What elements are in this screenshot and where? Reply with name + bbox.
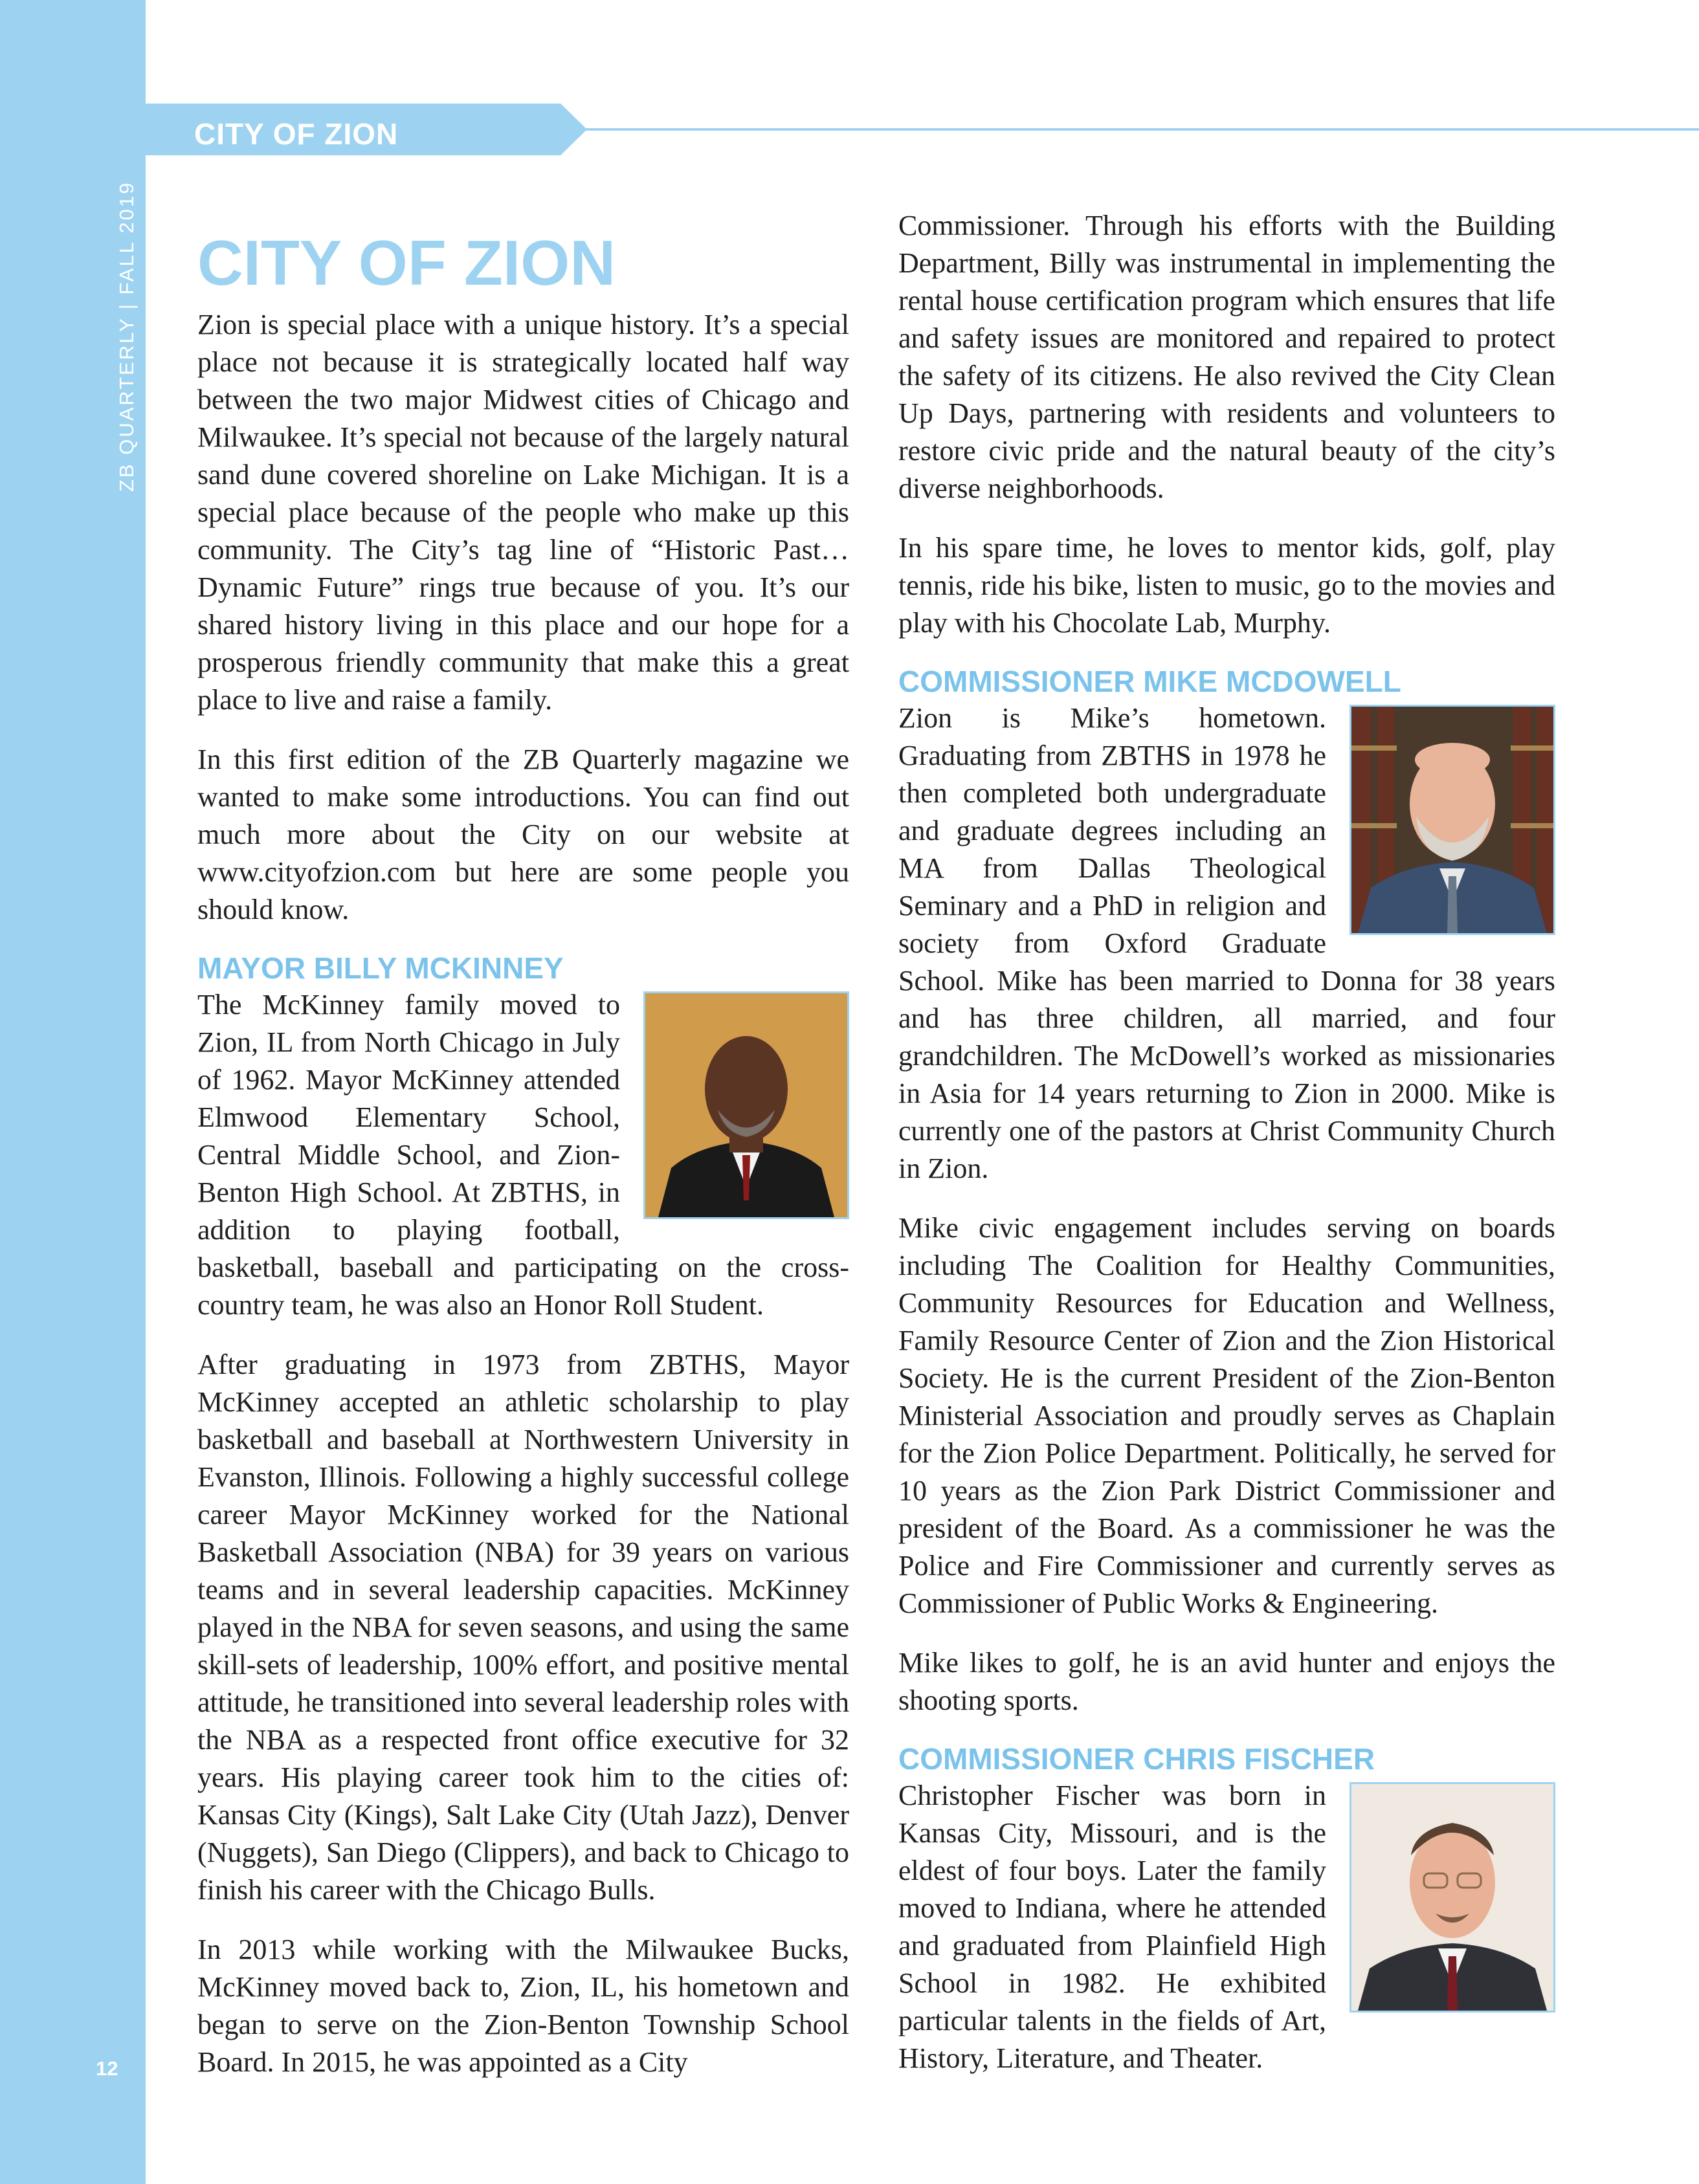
mcdowell-paragraph-3: Mike likes to golf, he is an avid hunter and enjoys the shooting sports. <box>898 1647 1555 1717</box>
fischer-paragraph-1: Christopher Fischer was born in Kansas City, Missouri, and is the eldest of four boys. Later the family moved to Indiana, where he attended and graduated from Plainfield High School in 1982. He exhibited particular talents in the fields of Art, History, Literature, and Theater. <box>898 1780 1326 2075</box>
mayor-paragraph-1: The McKinney family moved to Zion, IL from North Chicago in July of 1962. Mayor McKinney attended Elmwood Elementary School, Central Middle School, and Zion-Benton High School. At ZBTHS, in addition to playing football, basketball, baseball and participating on the cross-country team, he was also an Honor Roll Student. <box>197 988 849 1321</box>
intro-paragraph-2: In this first edition of the ZB Quarterly magazine we wanted to make some introductions. You can find out much more about the City on our website at www.cityofzion.com but here are some people you should know. <box>197 743 849 925</box>
portrait-image <box>1351 1784 1553 2011</box>
fischer-heading: COMMISSIONER CHRIS FISCHER <box>898 1742 1375 1776</box>
commissioner-fischer-photo <box>1349 1782 1555 2013</box>
mayor-paragraph-2: After graduating in 1973 from ZBTHS, Mayor McKinney accepted an athletic scholarship to play basketball and baseball at Northwestern University in Evanston, Illinois. Following a highly successful college career Mayor McKinney worked for the National Basketball Association (NBA) for 39 years on various teams and in several leadership capacities. McKinney played in the NBA for seven seasons, and using the same skill-sets of leadership, 100% effort, and positive mental attitude, he transitioned into several leadership roles with the NBA as a respected front office executive for 32 years. His playing career took him to the cities of: Kansas City (Kings), Salt Lake City (Utah Jazz), Denver (Nuggets), San Diego (Clippers), and back to Chicago to finish his career with the Chicago Bulls. <box>197 1348 849 1906</box>
portrait-image <box>645 993 847 1217</box>
page-title: CITY OF ZION <box>197 227 616 298</box>
left-column <box>197 207 849 2103</box>
mayor-paragraph-5: In his spare time, he loves to mentor kids, golf, play tennis, ride his bike, listen to music, go to the movies and play with his Chocolate Lab, Murphy. <box>898 532 1555 639</box>
mayor-mckinney-photo <box>643 991 849 1219</box>
commissioner-mcdowell-photo <box>1349 705 1555 935</box>
mayor-paragraph-4: Commissioner. Through his efforts with the Building Department, Billy was instrumental in implementing the rental house certification program which ensures that life and safety issues are monitored and repaired to protect the safety of its citizens. He also revived the City Clean Up Days, partnering with residents and volunteers to restore civic pride and the natural beauty of the city’s diverse neighborhoods. <box>898 210 1555 504</box>
mcdowell-paragraph-1: Zion is Mike’s hometown. Graduating from ZBTHS in 1978 he then completed both undergraduate and graduate degrees including an MA from Dallas Theological Seminary and a PhD in religion and society from Oxford Graduate School. Mike has been married to Donna for 38 years and has three children, all married, and four grandchildren. The McDowell’s worked as missionaries in Asia for 14 years returning to Zion in 2000. Mike is currently one of the pastors at Christ Community Church in Zion. <box>898 702 1555 1185</box>
page-number: 12 <box>96 2057 118 2080</box>
mayor-heading: MAYOR BILLY MCKINNEY <box>197 951 564 985</box>
issue-label: ZB QUARTERLY | FALL 2019 <box>115 181 138 492</box>
mcdowell-heading: COMMISSIONER MIKE MCDOWELL <box>898 665 1401 698</box>
mayor-paragraph-3: In 2013 while working with the Milwaukee Bucks, McKinney moved back to, Zion, IL, his hometown and began to serve on the Zion-Benton Township School Board. In 2015, he was appointed as a City <box>197 1933 849 2078</box>
mcdowell-paragraph-2: Mike civic engagement includes serving on boards including The Coalition for Healthy Communities, Community Resources for Education and Wellness, Family Resource Center of Zion and the Zion Historical Society. He is the current President of the Zion-Benton Ministerial Association and proudly serves as Chaplain for the Zion Police Department. Politically, he served for 10 years as the Zion Park District Commissioner and president of the Board. As a commissioner he was the Police and Fire Commissioner and currently serves as Commissioner of Public Works & Engineering. <box>898 1212 1555 1620</box>
section-label: CITY OF ZION <box>194 117 399 151</box>
right-column <box>898 207 1555 2099</box>
header-rule <box>583 128 1699 131</box>
portrait-image <box>1351 707 1553 933</box>
intro-paragraph-1: Zion is special place with a unique history. It’s a special place not because it is strategically located half way between the two major Midwest cities of Chicago and Milwaukee. It’s special not because of the largely natural sand dune covered shoreline on Lake Michigan. It is a special place because of the people who make up this community. The City’s tag line of “Historic Past… Dynamic Future” rings true because of you. It’s our shared history living in this place and our hope for a prosperous friendly community that make this a great place to live and raise a family. <box>197 308 849 716</box>
